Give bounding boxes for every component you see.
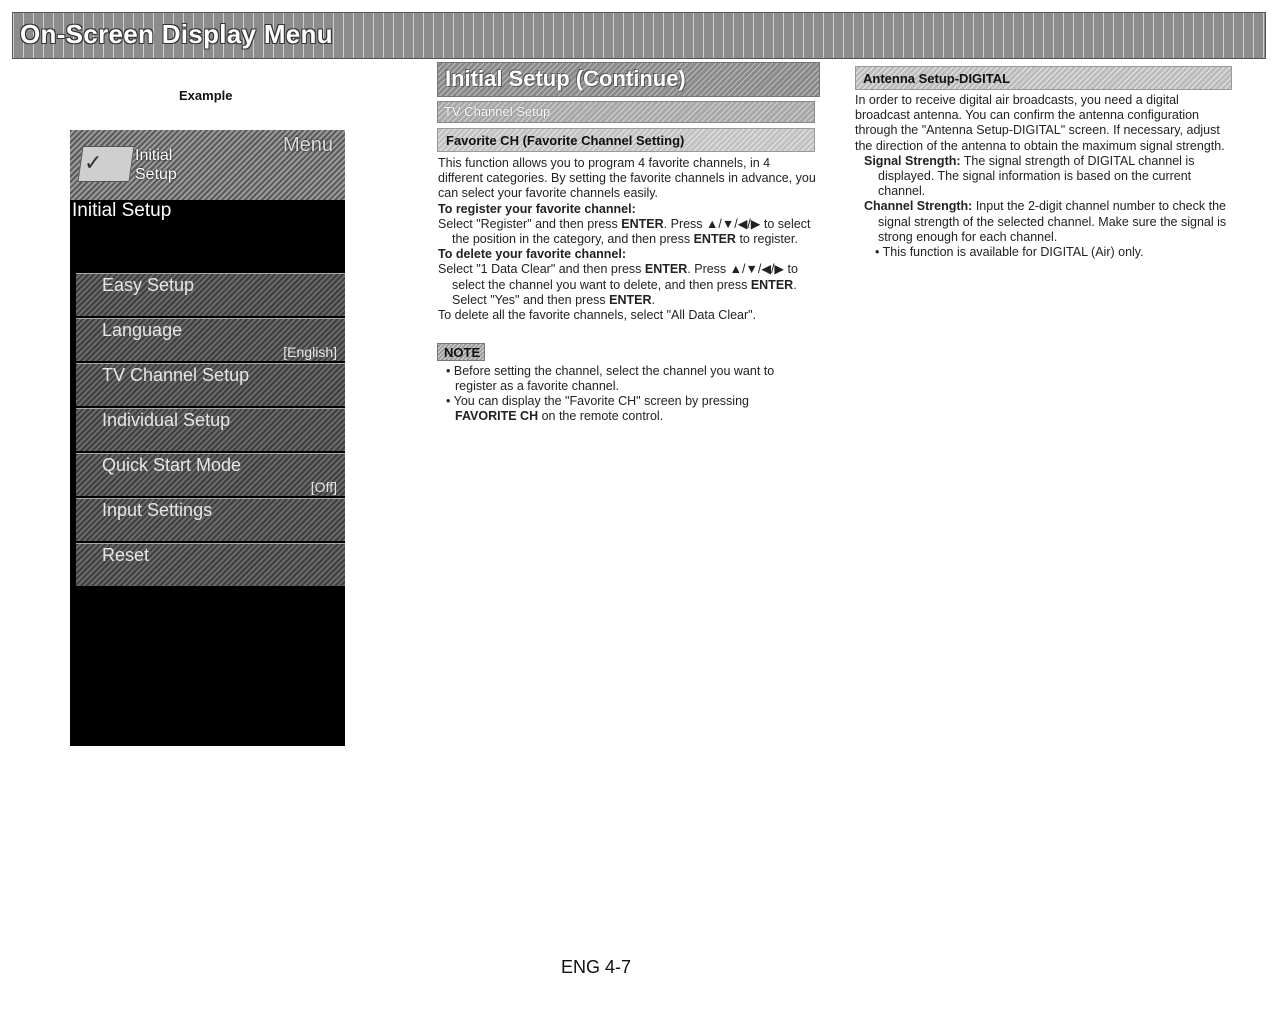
tv-menu-word: Menu <box>282 134 333 156</box>
page-number: ENG 4-7 <box>561 957 632 977</box>
tv-menu-item-label: TV Channel Setup <box>102 365 250 385</box>
section-heading-antenna-setup <box>855 66 1232 90</box>
note-badge <box>437 343 485 361</box>
tv-menu-item-label: Quick Start Mode <box>102 455 242 475</box>
wrench-icon: ✓ <box>84 150 103 175</box>
tv-menu-item-label: Easy Setup <box>102 275 195 295</box>
tv-badge-label <box>135 146 177 184</box>
register-paragraph <box>438 217 816 247</box>
enter-key-label: ENTER <box>693 232 736 247</box>
channel-strength-paragraph <box>864 199 1233 245</box>
banner-subtitle: TV Channel Setup <box>444 104 551 119</box>
note-text: on the remote control. <box>538 409 664 423</box>
tv-menu-item-value: [English] <box>283 344 337 360</box>
tv-menu-item-label: Individual Setup <box>102 410 231 430</box>
note-list <box>442 364 812 424</box>
antenna-intro: In order to receive digital air broadcasts, you need a digital broadcast antenna. You can confirm the antenna configuration through the "Antenna Setup-DIGITAL" screen. If necessary, adjust the direction of the antenna to obtain the maximum signal strength. <box>855 93 1225 153</box>
tv-menu-item-language[interactable] <box>76 318 345 361</box>
text-run: The signal strength of DIGITAL channel is displayed. The signal information is based on the current channel. <box>878 153 1195 199</box>
text-run: . Select "Yes" and then press <box>452 277 797 307</box>
tv-menu-item-label: Language <box>102 320 183 340</box>
tv-badge-line2: Setup <box>135 166 177 183</box>
signal-strength-paragraph <box>864 154 1233 200</box>
tv-menu-item-label: Reset <box>102 545 150 565</box>
section-heading-text: Favorite CH (Favorite Channel Setting) <box>446 133 685 148</box>
note-text: This function is available for DIGITAL (Air) only. <box>882 245 1144 260</box>
tv-menu-item-value: [Off] <box>310 479 337 495</box>
note-label: NOTE <box>444 345 481 360</box>
text-run: . <box>651 292 655 307</box>
tv-menu-item-input-settings[interactable] <box>76 498 345 541</box>
delete-all-paragraph: To delete all the favorite channels, select "All Data Clear". <box>438 308 757 323</box>
text-run: to register. <box>735 232 798 247</box>
tv-menu-top-bar <box>70 130 345 200</box>
section-banner-initial-setup <box>437 62 820 97</box>
enter-key-label: ENTER <box>621 216 664 231</box>
page-title: On-Screen Display Menu <box>20 19 333 49</box>
delete-heading: To delete your favorite channel: <box>438 247 627 262</box>
section-heading-favorite-ch <box>437 128 815 152</box>
register-heading: To register your favorite channel: <box>438 201 636 216</box>
tv-menu-item-individual-setup[interactable] <box>76 408 345 451</box>
antenna-body <box>855 93 1233 260</box>
delete-paragraph <box>438 262 816 308</box>
tv-menu-item-quick-start-mode[interactable] <box>76 453 345 496</box>
text-run: Input the 2-digit channel number to check the signal strength of the selected channel. Make sure the signal is strong enough for each channel. <box>878 199 1227 244</box>
tv-badge-line1: Initial <box>135 147 173 164</box>
text-run: Select "Register" and then press <box>438 216 622 231</box>
tv-menu-item-tv-channel-setup[interactable] <box>76 363 345 406</box>
tv-menu-heading: Initial Setup <box>72 200 172 221</box>
note-item: • Before setting the channel, select the channel you want to register as a favorite channel. <box>446 364 775 393</box>
intro-paragraph: This function allows you to program 4 favorite channels, in 4 different categories. By setting the favorite channels in advance, you can select your favorite channels easily. <box>438 156 816 201</box>
section-heading-text: Antenna Setup-DIGITAL <box>863 71 1011 86</box>
example-label: Example <box>179 88 233 103</box>
favorite-ch-body <box>438 156 816 323</box>
remote-button-label: FAVORITE CH <box>455 409 539 423</box>
tv-menu-item-reset[interactable] <box>76 543 345 586</box>
term-label: Channel Strength: <box>864 199 973 214</box>
tv-menu-item-label: Input Settings <box>102 500 213 520</box>
enter-key-label: ENTER <box>750 277 794 292</box>
text-run: . Press ▲/▼/◀/▶ to select the channel you want to delete, and then press <box>452 262 798 292</box>
enter-key-label: ENTER <box>609 292 652 307</box>
subsection-banner-tv-channel-setup <box>437 101 815 123</box>
enter-key-label: ENTER <box>644 262 688 277</box>
note-item: • You can display the "Favorite CH" screen by pressing FAVORITE CH on the remote control. <box>446 394 749 423</box>
header-banner <box>12 12 1266 59</box>
note-text: Before setting the channel, select the channel you want to register as a favorite channel. <box>453 364 775 393</box>
term-label: Signal Strength: <box>864 153 961 168</box>
channel-note: • This function is available for DIGITAL (Air) only. <box>875 245 1144 260</box>
tv-menu-screenshot <box>70 130 345 746</box>
tv-menu-item-easy-setup[interactable] <box>76 273 345 316</box>
text-run: Select "1 Data Clear" and then press <box>438 262 645 277</box>
banner-title: Initial Setup (Continue) <box>445 66 686 91</box>
text-run: . Press ▲/▼/◀/▶ to select the position in the category, and then press <box>452 216 811 247</box>
note-text: You can display the "Favorite CH" screen by pressing <box>453 394 749 408</box>
